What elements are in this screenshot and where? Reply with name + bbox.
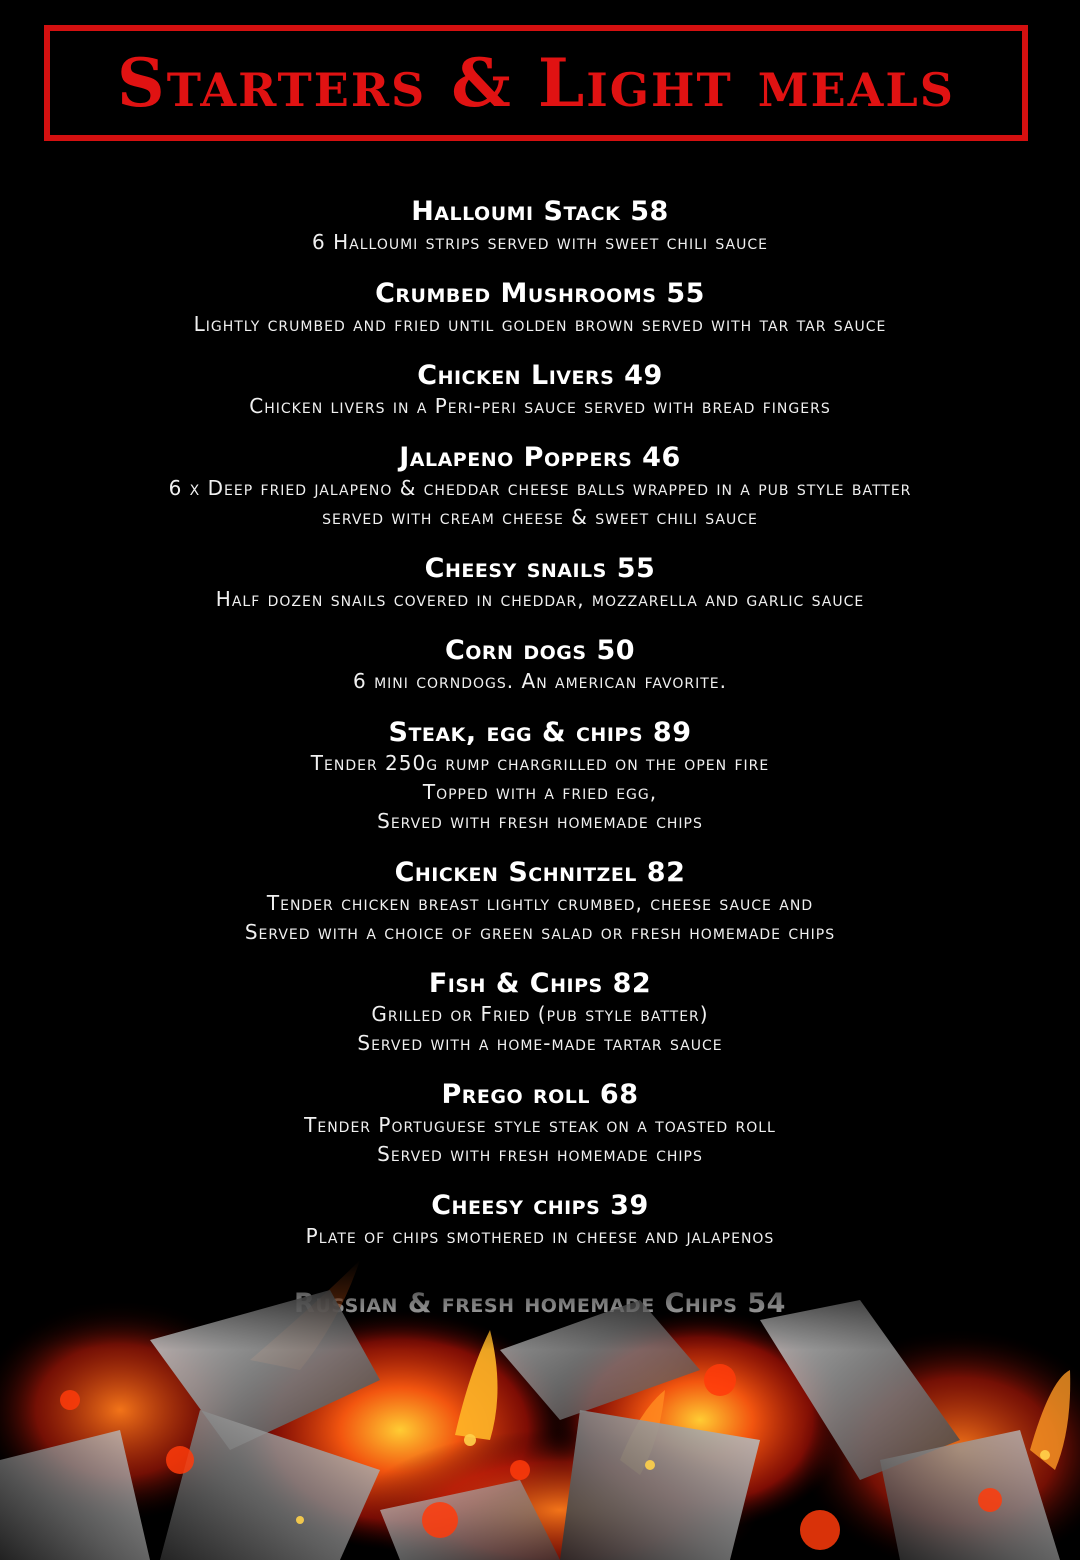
menu-item	[0, 552, 1080, 614]
menu-item	[0, 856, 1080, 947]
menu-item	[0, 359, 1080, 421]
menu-item-description: Grilled or Fried (pub style batter)	[371, 1002, 709, 1026]
menu-item-description: Served with a home-made tartar sauce	[357, 1031, 723, 1055]
menu-item	[0, 441, 1080, 532]
menu-item-description: Plate of chips smothered in cheese and jalapenos	[305, 1224, 775, 1248]
menu-item	[0, 277, 1080, 339]
menu-item-name: Crumbed Mushrooms 55	[375, 278, 705, 309]
menu-item-description: Tender 250g rump chargrilled on the open fire	[310, 751, 770, 775]
menu-item-description: Lightly crumbed and fried until golden brown served with tar tar sauce	[193, 312, 887, 336]
menu-title-frame	[44, 25, 1028, 141]
menu-item	[0, 1189, 1080, 1251]
menu-item	[0, 1078, 1080, 1169]
menu-item-list	[0, 195, 1080, 1340]
menu-item-name: Corn dogs 50	[444, 635, 636, 666]
menu-item-description: Half dozen snails covered in cheddar, mozzarella and garlic sauce	[215, 587, 865, 611]
menu-item-description: Served with fresh homemade chips	[377, 1142, 703, 1166]
menu-item-name: Cheesy snails 55	[424, 553, 656, 584]
menu-item-description: 6 mini corndogs. An american favorite.	[353, 669, 727, 693]
menu-item-name: Prego roll 68	[441, 1079, 639, 1110]
menu-item-description: Chicken livers in a Peri-peri sauce served with bread fingers	[249, 394, 831, 418]
menu-item-description: served with cream cheese & sweet chili sauce	[322, 505, 758, 529]
menu-item-name: Jalapeno Poppers 46	[399, 442, 681, 473]
menu-item-name: Halloumi Stack 58	[411, 196, 669, 227]
fire-embers-image	[0, 1260, 1080, 1560]
menu-item-description: Tender chicken breast lightly crumbed, cheese sauce and	[266, 891, 814, 915]
menu-item	[0, 634, 1080, 696]
menu-item-name: Cheesy chips 39	[431, 1190, 649, 1221]
menu-item-description: Tender Portuguese style steak on a toasted roll	[304, 1113, 776, 1137]
menu-item-description: Topped with a fried egg,	[422, 780, 658, 804]
menu-item	[0, 716, 1080, 836]
menu-title: Starters & Light meals	[117, 44, 955, 122]
menu-item-name: Chicken Livers 49	[417, 360, 663, 391]
menu-item-description: 6 Halloumi strips served with sweet chili sauce	[312, 230, 768, 254]
menu-item-description: 6 x Deep fried jalapeno & cheddar cheese balls wrapped in a pub style batter	[168, 476, 912, 500]
menu-item	[0, 195, 1080, 257]
menu-item-name: Steak, egg & chips 89	[388, 717, 692, 748]
menu-item-description: Served with a choice of green salad or fresh homemade chips	[244, 920, 836, 944]
menu-item-name: Chicken Schnitzel 82	[394, 857, 686, 888]
menu-item-description: Served with fresh homemade chips	[377, 809, 703, 833]
menu-item	[0, 967, 1080, 1058]
menu-item-name: Fish & Chips 82	[428, 968, 652, 999]
